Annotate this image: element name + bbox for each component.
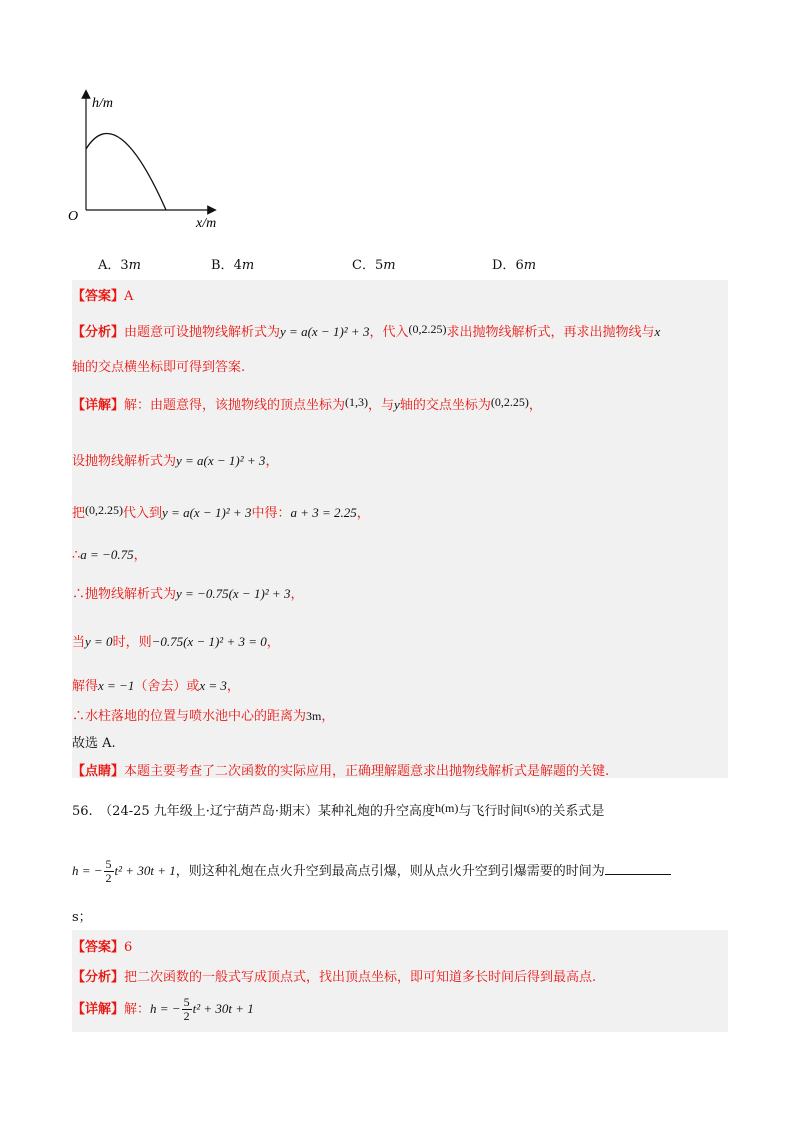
- y-axis-label: h/m: [92, 96, 113, 111]
- q55-answer: 【答案】A: [72, 289, 134, 304]
- q55-detail-line9: 故选 A.: [72, 736, 116, 751]
- q56-question-line2: h = − $\frac{5}{2}$ t² + 30t + 1，则这种礼炮在点火升空到最高点引爆，则从点火升空到引爆需要的时间为: [72, 858, 671, 885]
- q55-detail-line3: 把(0,2.25)代入到y = a(x − 1)² + 3中得：a + 3 = 2.25，: [72, 503, 370, 521]
- choice-d[interactable]: D．6m: [492, 258, 537, 273]
- q55-detail-line2: 设抛物线解析式为y = a(x − 1)² + 3，: [72, 453, 279, 469]
- q55-analysis-line1: 【分析】由题意可设抛物线解析式为y = a(x − 1)² + 3，代入(0,2.25)求出抛物线解析式，再求出抛物线与x: [72, 322, 661, 340]
- choice-c[interactable]: C．5m: [352, 258, 396, 273]
- parabola-figure: [64, 88, 264, 238]
- q56-question-line3: s；: [72, 910, 92, 925]
- answer-blank[interactable]: [605, 862, 671, 875]
- q55-detail-line6: 当y = 0时，则−0.75(x − 1)² + 3 = 0，: [72, 634, 280, 650]
- parabola-curve: [86, 133, 166, 210]
- q56-detail: 【详解】解：h = − $\frac{5}{2}$ t² + 30t + 1: [72, 995, 254, 1023]
- q55-detail-line5: ∴抛物线解析式为y = −0.75(x − 1)² + 3，: [72, 586, 304, 602]
- choice-b[interactable]: B．4m: [211, 258, 255, 273]
- q55-analysis-line2: 轴的交点横坐标即可得到答案.: [72, 360, 246, 375]
- q56-analysis: 【分析】把二次函数的一般式写成顶点式，找出顶点坐标，即可知道多长时间后得到最高点.: [72, 970, 597, 985]
- q55-detail-line1: 【详解】解：由题意得，该抛物线的顶点坐标为(1,3)，与y轴的交点坐标为(0,2.25)，: [72, 395, 542, 413]
- choice-a[interactable]: A．3m: [98, 258, 141, 273]
- q55-detail-line4: ∴a = −0.75，: [72, 547, 147, 563]
- q55-solution-block: [72, 280, 728, 778]
- origin-label: O: [68, 209, 79, 224]
- answer-choices: [0, 254, 800, 274]
- q55-comment: 【点睛】本题主要考查了二次函数的实际应用，正确理解题意求出抛物线解析式是解题的关键.: [72, 764, 610, 779]
- q56-answer: 【答案】6: [72, 940, 133, 955]
- x-axis-label: x/m: [196, 216, 217, 231]
- parabola-graph: [64, 88, 264, 238]
- q56-question-line1: 56. （24-25 九年级上·辽宁葫芦岛·期末）某种礼炮的升空高度h(m)与飞行时间t(s)的关系式是: [72, 801, 605, 819]
- q55-detail-line7: 解得x = −1（舍去）或x = 3，: [72, 678, 240, 694]
- q55-detail-line8: ∴水柱落地的位置与喷水池中心的距离为3m，: [72, 709, 335, 724]
- q56-solution-block: [72, 930, 728, 1032]
